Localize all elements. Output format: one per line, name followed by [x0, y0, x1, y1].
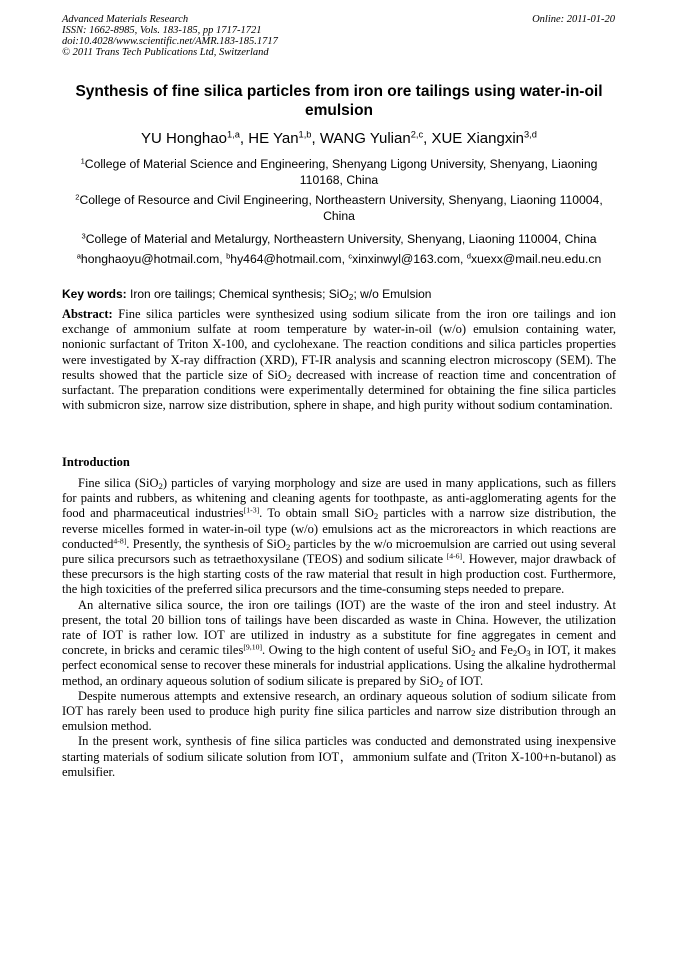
text-run: particles with a narrow size distribution, the reverse micelles formed in water-in-oil type (w/o) emulsions act as the microreactors in which reactions are conducted: [62, 506, 616, 551]
text-run: and Fe: [475, 643, 513, 658]
citation: [1-3]: [243, 505, 260, 515]
keywords: [62, 287, 617, 302]
introduction-heading: Introduction: [62, 455, 130, 469]
author-name: WANG Yulian: [319, 130, 411, 147]
citation: 4-8]: [113, 536, 127, 546]
subscript: 2: [471, 648, 476, 659]
paragraph: [62, 689, 616, 735]
abstract-label: Abstract:: [62, 307, 113, 321]
text-run: O: [517, 643, 527, 658]
email-mark: d: [466, 251, 471, 261]
email-address[interactable]: xuexx@mail.neu.edu.cn: [471, 252, 602, 266]
author-separator: ,: [311, 130, 320, 147]
paper-title: Synthesis of fine silica particles from iron ore tailings using water-in-oil emulsion: [75, 83, 603, 119]
author-emails: [60, 252, 618, 268]
issn-line: ISSN: 1662-8985, Vols. 183-185, pp 1717-1721: [62, 25, 262, 36]
affiliation-mark: 2: [75, 192, 80, 202]
subscript: 3: [526, 648, 531, 659]
affiliation-2: [60, 193, 618, 224]
affiliation-3: [60, 232, 618, 248]
email-address[interactable]: xinxinwyl@163.com,: [352, 252, 467, 266]
abstract: [62, 307, 616, 413]
text-run: Fine silica (SiO: [78, 476, 159, 490]
abstract-subscript: 2: [286, 373, 292, 383]
affiliation-text: College of Material Science and Engineering, Shenyang Ligong University, Shenyang, Liaoning 110168, China: [84, 157, 598, 187]
abstract-text: Fine silica particles were synthesized using sodium silicate from the iron ore tailings and ion exchange of ammonium sulfate at room temperature by water-in-oil (w/o) emulsion containing water, nonionic surfactant of Triton X-100, and cyclohexane. The reaction conditions and silica particles properties were investigated by X-ray diffraction (XRD), FT-IR analysis and scanning electron microscopy (SEM). The results showed that the particle size of SiO: [62, 307, 616, 382]
author-name: XUE Xiangxin: [431, 130, 525, 147]
author-affiliation-mark: 1,b: [298, 129, 312, 140]
email-mark: a: [76, 251, 81, 261]
author-list: [40, 130, 638, 148]
paragraph: [62, 598, 616, 689]
doi-line[interactable]: doi:10.4028/www.scientific.net/AMR.183-185.1717: [62, 36, 278, 47]
citation: [9,10]: [243, 642, 263, 652]
journal-header: [62, 14, 615, 58]
journal-name: Advanced Materials Research: [62, 14, 189, 25]
text-run: In the present work, synthesis of fine silica particles was conducted and demonstrated using inexpensive starting materials of sodium silicate solution from IOT，ammonium sulfate and (Triton X-100+n-butanol) as emulsifier.: [62, 734, 616, 779]
citation: [4-6]: [446, 551, 463, 561]
keywords-label: Key words:: [62, 287, 127, 301]
email-mark: b: [226, 251, 231, 261]
text-run: An alternative silica source, the iron ore tailings (IOT) are the waste of the iron and steel industry. At present, the total 20 billion tons of tailings have been discarded as waste in China. However, the utilization rate of IOT is rather low. IOT are utilized in industry as a substitute for fine aggregates in cement and concrete, in bricks and ceramic tiles: [62, 597, 616, 658]
text-run: ) particles of varying morphology and size are used in many applications, such as fillers for paints and rubbers, as whitening and cleaning agents for toothpaste, as anti-agglomerating agents for the food and pharmaceutical industries: [62, 476, 616, 521]
subscript: 2: [158, 481, 163, 492]
copyright-line: © 2011 Trans Tech Publications Ltd, Switzerland: [62, 47, 269, 58]
text-run: in IOT, it makes perfect economical sense to recover these minerals for industrial applications. Using the alkaline hydrothermal method, an ordinary aqueous solution of sodium silicate is prepared by SiO: [62, 643, 617, 688]
email-address[interactable]: hy464@hotmail.com,: [230, 252, 349, 266]
online-date: Online: 2011-01-20: [532, 14, 615, 25]
text-run: particles by the w/o microemulsion are carried out using several pure silica precursors such as tetraethoxysilane (TEOS) and sodium silicate: [62, 536, 616, 567]
abstract-text-end: decreased with increase of reaction time and concentration of surfactant. The preparation conditions were experimentally determined for obtaining the fine silica particles with submicron size, narrow size distribution, sphere in shape, and high purity without sodium contamination.: [62, 367, 616, 413]
author-affiliation-mark: 1,a: [226, 129, 240, 140]
text-run: . Owing to the high content of useful SiO: [262, 643, 472, 658]
author-separator: ,: [423, 130, 432, 147]
text-run: . However, major drawback of these precursors is the high starting costs of the raw material that result in high production cost. Furthermore, the high toxicities of the preferred silica precursors and the time-consuming steps needed to prepare.: [62, 552, 616, 597]
author-affiliation-mark: 2,c: [410, 129, 424, 140]
email-mark: c: [348, 251, 353, 261]
text-run: . To obtain small SiO: [259, 506, 374, 521]
author-name: YU Honghao: [141, 130, 227, 147]
paragraph: [62, 476, 616, 598]
author-affiliation-mark: 3,d: [524, 129, 537, 140]
subscript: 2: [285, 542, 291, 552]
text-run: Despite numerous attempts and extensive research, an ordinary aqueous solution of sodium silicate from IOT has rarely been used to produce high purity fine silica particles and narrow size distribution through an emulsion method.: [62, 688, 616, 734]
email-address[interactable]: honghaoyu@hotmail.com,: [80, 252, 227, 266]
affiliation-mark: 1: [80, 156, 85, 166]
author-name: HE Yan: [248, 130, 299, 147]
paragraph: [62, 734, 616, 780]
affiliation-1: [60, 157, 618, 188]
keywords-subscript: 2: [348, 292, 354, 303]
author-separator: ,: [239, 130, 249, 147]
text-run: . Presently, the synthesis of SiO: [126, 536, 286, 551]
keywords-text: Iron ore tailings; Chemical synthesis; SiO: [126, 287, 349, 301]
subscript: 2: [373, 511, 379, 522]
affiliation-mark: 3: [81, 231, 86, 241]
affiliation-text: College of Resource and Civil Engineering, Northeastern University, Shenyang, Liaoning 110004, China: [79, 193, 603, 223]
subscript: 2: [512, 648, 518, 659]
text-run: of IOT.: [443, 673, 484, 688]
introduction-body: [62, 476, 616, 780]
keywords-text-end: ; w/o Emulsion: [353, 287, 432, 301]
subscript: 2: [439, 678, 444, 689]
affiliation-text: College of Material and Metalurgy, Northeastern University, Shenyang, Liaoning 110004, China: [85, 232, 597, 246]
